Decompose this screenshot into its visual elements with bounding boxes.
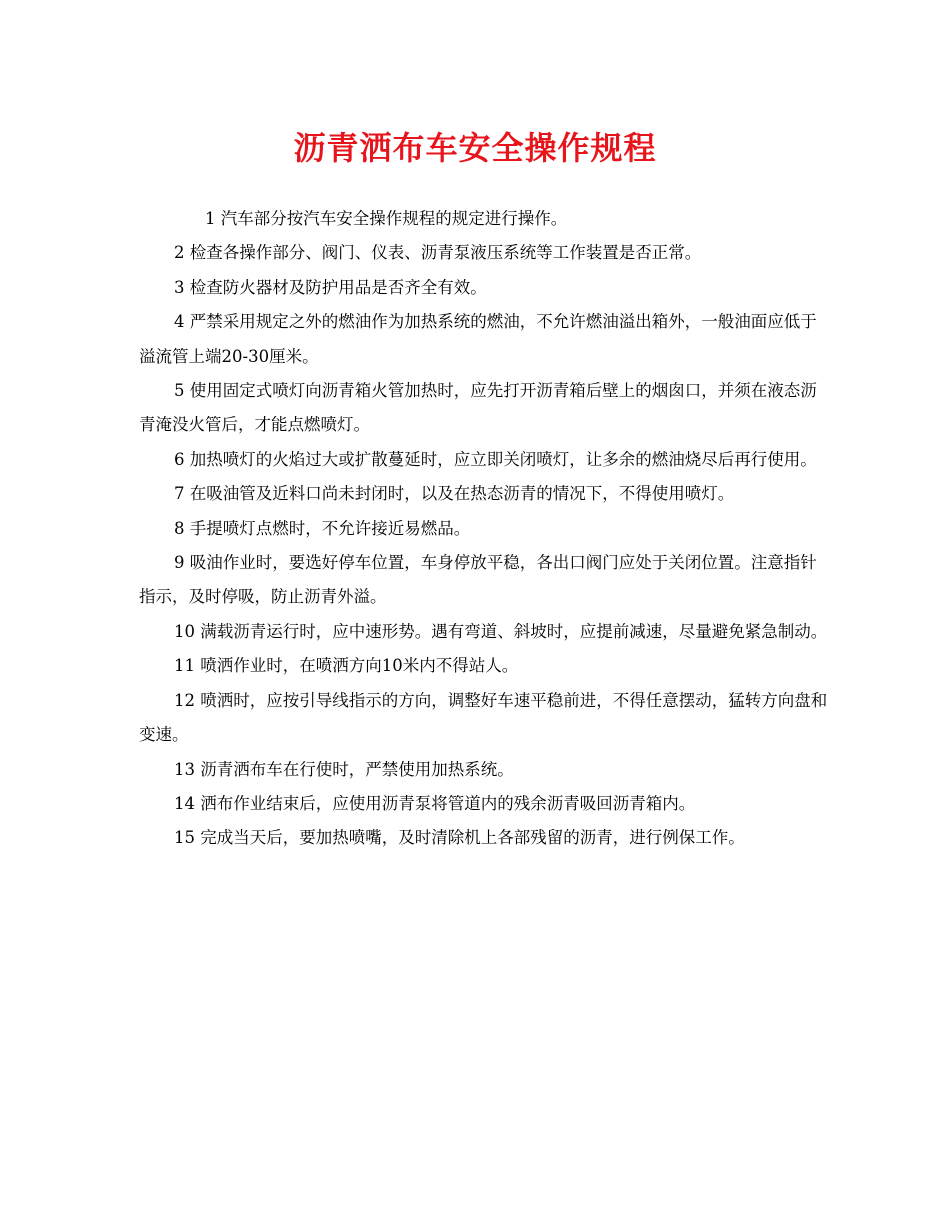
- paragraph-2: 2 检查各操作部分、阀门、仪表、沥青泵液压系统等工作装置是否正常。: [174, 243, 702, 263]
- paragraph-5: 5 使用固定式喷灯向沥青箱火管加热时，应先打开沥青箱后壁上的烟囱口，并须在液态沥青淹没火管后，才能点燃喷灯。: [139, 381, 817, 435]
- paragraph-6: 6 加热喷灯的火焰过大或扩散蔓延时，应立即关闭喷灯，让多余的燃油烧尽后再行使用。: [174, 449, 817, 469]
- paragraph-10: 10 满载沥青运行时，应中速形势。遇有弯道、斜坡时，应提前减速，尽量避免紧急制动。: [174, 621, 828, 641]
- document-body: [139, 202, 829, 856]
- paragraph-1: 1 汽车部分按汽车安全操作规程的规定进行操作。: [205, 209, 568, 228]
- paragraph-8: 8 手提喷灯点燃时，不允许接近易燃品。: [174, 518, 471, 538]
- paragraph-14: 14 洒布作业结束后，应使用沥青泵将管道内的残余沥青吸回沥青箱内。: [174, 793, 696, 813]
- paragraph-13: 13 沥青洒布车在行使时，严禁使用加热系统。: [174, 759, 514, 779]
- document-title: 沥青洒布车安全操作规程: [293, 129, 657, 167]
- paragraph-7: 7 在吸油管及近料口尚未封闭时，以及在热态沥青的情况下，不得使用喷灯。: [174, 484, 735, 504]
- paragraph-11: 11 喷洒作业时，在喷洒方向10米内不得站人。: [174, 656, 519, 676]
- paragraph-15: 15 完成当天后，要加热喷嘴，及时清除机上各部残留的沥青，进行例保工作。: [174, 828, 745, 848]
- paragraph-3: 3 检查防火器材及防护用品是否齐全有效。: [174, 277, 487, 297]
- paragraph-4: 4 严禁采用规定之外的燃油作为加热系统的燃油，不允许燃油溢出箱外，一般油面应低于溢流管上端20-30厘米。: [139, 312, 817, 366]
- paragraph-12: 12 喷洒时，应按引导线指示的方向，调整好车速平稳前进，不得任意摆动，猛转方向盘和变速。: [139, 690, 828, 745]
- paragraph-9: 9 吸油作业时，要选好停车位置，车身停放平稳，各出口阀门应处于关闭位置。注意指针指示，及时停吸，防止沥青外溢。: [139, 553, 817, 607]
